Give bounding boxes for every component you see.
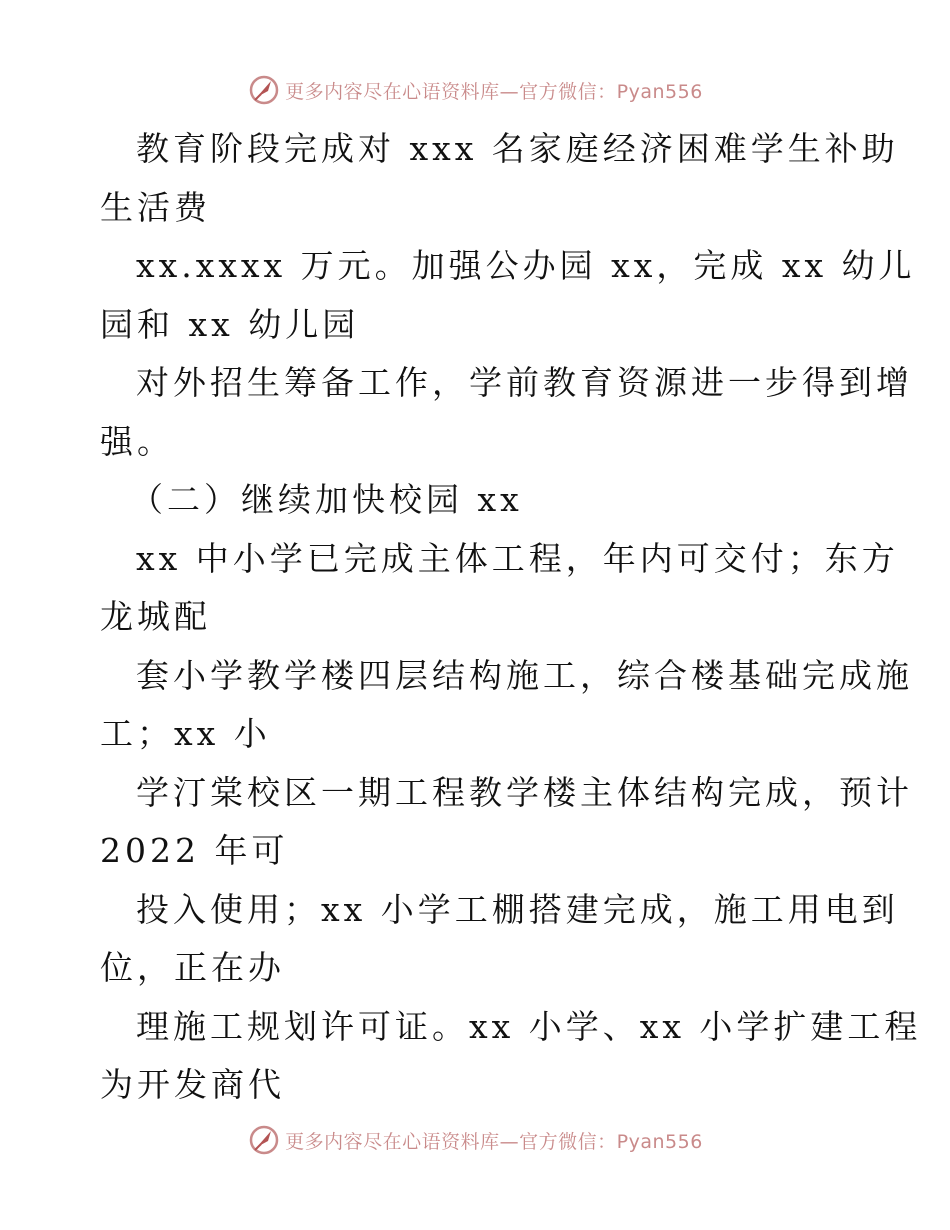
text-line: 套小学教学楼四层结构施工，综合楼基础完成施 (136, 655, 913, 695)
watermark-text: 更多内容尽在心语资料库—官方微信：Pyan556 (285, 80, 703, 103)
text-line: xx.xxxx 万元。加强公办园 xx，完成 xx 幼儿 (136, 246, 916, 285)
text-line: 对外招生筹备工作，学前教育资源进一步得到增 (136, 363, 913, 402)
text-line: 教育阶段完成对 xxx 名家庭经济困难学生补助 (136, 129, 899, 168)
text-line: 为开发商代 (100, 1065, 285, 1104)
quill-logo-icon (247, 1123, 281, 1157)
text-line: 龙城配 (100, 597, 211, 636)
text-line: 强。 (100, 421, 174, 461)
text-line: 学汀棠校区一期工程教学楼主体结构完成，预计 (136, 772, 913, 812)
section-heading: （二）继续加快校园 xx (130, 480, 523, 519)
text-line: 位，正在办 (100, 948, 285, 987)
header-watermark (0, 70, 950, 110)
text-line: 理施工规划许可证。xx 小学、xx 小学扩建工程 (136, 1006, 922, 1046)
quill-logo-icon (247, 73, 281, 107)
text-line: xx 中小学已完成主体工程，年内可交付；东方 (136, 538, 899, 578)
document-body (100, 120, 922, 1115)
text-line: 生活费 (100, 187, 211, 227)
footer-watermark (0, 1120, 950, 1160)
text-line: 投入使用；xx 小学工棚搭建完成，施工用电到 (136, 889, 899, 929)
watermark-text: 更多内容尽在心语资料库—官方微信：Pyan556 (285, 1130, 703, 1153)
text-line: 园和 xx 幼儿园 (100, 304, 360, 344)
text-line: 工；xx 小 (100, 714, 271, 753)
text-line: 2022 年可 (100, 831, 289, 870)
